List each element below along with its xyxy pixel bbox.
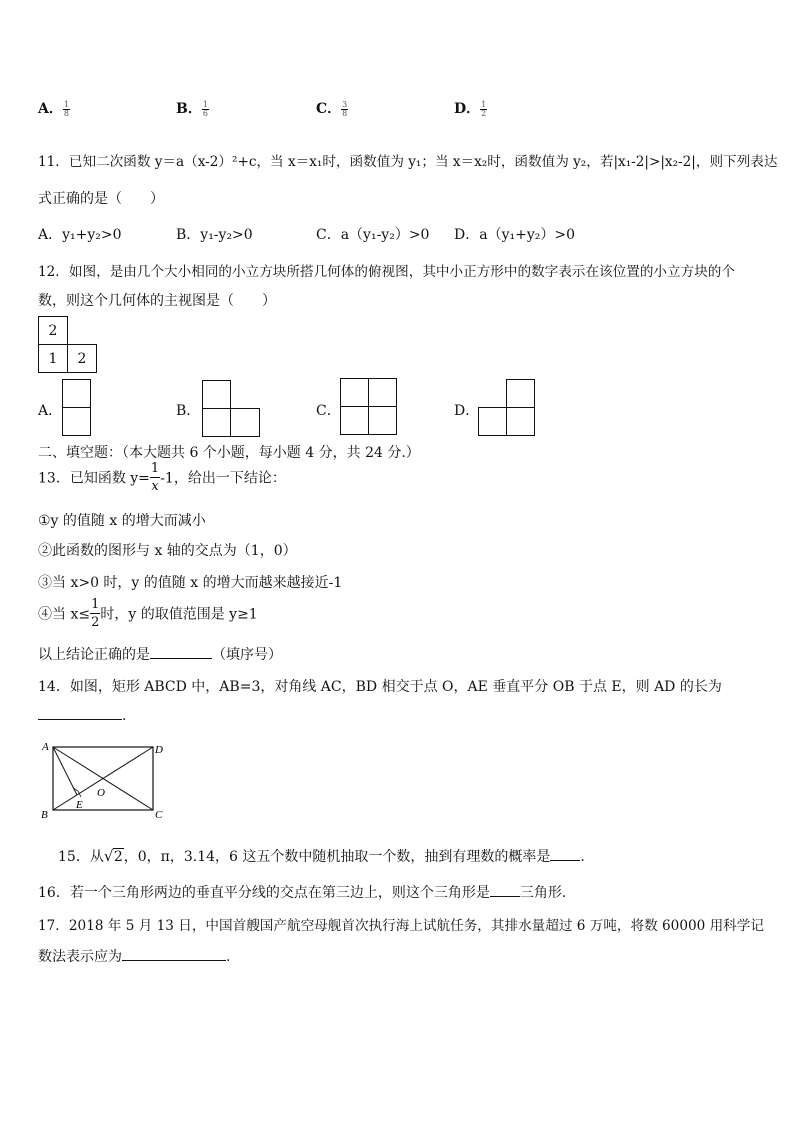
numerator: 1 (63, 99, 69, 109)
denominator: 8 (63, 108, 69, 118)
q15-stem (58, 846, 585, 866)
q12-option-d-label: D． (454, 403, 480, 419)
label-a: A (42, 741, 49, 753)
q12-stem-line1: 12．如图，是由几个大小相同的小立方块所搭几何体的俯视图，其中小正方形中的数字表示在该位置的小立方块的个 (38, 264, 735, 280)
numerator: 3 (342, 99, 348, 109)
denominator: 8 (342, 108, 348, 118)
q16-suffix: 三角形. (519, 885, 567, 901)
answer-blank[interactable] (150, 658, 212, 659)
cube-face (368, 378, 397, 407)
grid-cell-bottom-right: 2 (67, 344, 97, 373)
q10-option-c (316, 98, 348, 118)
q16-stem (38, 882, 566, 902)
sqrt-expression (104, 849, 124, 865)
option-label: A． (38, 101, 63, 117)
option-label: C． (316, 101, 342, 117)
q11-option-b: B．y₁-y₂>0 (176, 227, 253, 243)
numerator: 1 (202, 99, 208, 109)
q13-stem-suffix: -1，给出一下结论： (160, 470, 286, 487)
numerator: 1 (481, 99, 487, 109)
cube-face (340, 378, 369, 407)
q13-conclusion-2: ②此函数的图形与 x 轴的交点为（1，0） (38, 543, 297, 559)
q11-option-d: D．a（y₁+y₂）>0 (454, 227, 575, 243)
q13-conclusion-4 (38, 598, 258, 629)
answer-blank[interactable] (490, 896, 520, 897)
q13-answer-line (38, 644, 282, 664)
denominator: 2 (481, 108, 487, 118)
cube-face (62, 379, 91, 408)
q13-answer-prefix: 以上结论正确的是 (38, 647, 150, 663)
grid-cell-top: 2 (38, 316, 68, 345)
numerator: 1 (150, 461, 160, 476)
q14-rectangle-figure (38, 738, 168, 824)
q10-option-d (454, 98, 487, 118)
section-heading: 二、填空题：（本大题共 6 个小题，每小题 4 分，共 24 分.） (38, 445, 420, 461)
answer-blank[interactable] (38, 719, 122, 720)
fraction (341, 101, 348, 118)
denominator: x (151, 479, 159, 494)
cube-face (230, 408, 260, 437)
q13-conclusion-3: ③当 x>0 时，y 的值随 x 的增大而越来越接近-1 (38, 575, 343, 591)
fraction (90, 598, 100, 629)
fraction (202, 101, 209, 118)
option-label: B． (176, 101, 202, 117)
cube-face (202, 408, 231, 437)
fraction (63, 101, 70, 118)
q11-stem-line2: 式正确的是（ ） (38, 191, 164, 207)
cube-face (340, 406, 369, 435)
label-e: E (76, 799, 83, 811)
q12-option-a-label: A． (38, 403, 63, 419)
cube-face (62, 407, 91, 436)
q11-stem-line1: 11．已知二次函数 y＝a（x-2）²+c，当 x＝x₁时，函数值为 y₁；当 x＝x₂时，函数值为 y₂，若|x₁-2|>|x₂-2|，则下列表达 (38, 154, 778, 170)
denominator: 6 (202, 108, 208, 118)
label-c: C (155, 809, 163, 821)
q13-answer-suffix: （填序号） (212, 647, 282, 663)
q11-option-a: A．y₁+y₂>0 (38, 227, 122, 243)
q15-prefix: 15．从 (58, 849, 104, 865)
q17-suffix: . (226, 949, 231, 965)
q11-option-c: C．a（y₁-y₂）>0 (316, 227, 430, 243)
q12-stem-line2: 数，则这个几何体的主视图是（ ） (38, 293, 276, 309)
cube-face (506, 379, 535, 408)
q16-prefix: 16．若一个三角形两边的垂直平分线的交点在第三边上，则这个三角形是 (38, 885, 490, 901)
cube-face (368, 406, 397, 435)
label-o: O (97, 787, 105, 799)
option-label: D． (454, 101, 481, 117)
q15-middle: ，0，π，3.14，6 这五个数中随机抽取一个数，抽到有理数的概率是 (123, 849, 551, 865)
q13-conclusion-1: ①y 的值随 x 的增大而减小 (38, 513, 206, 529)
numerator: 1 (91, 597, 100, 612)
radicand: 2 (113, 849, 123, 865)
answer-blank[interactable] (550, 860, 580, 861)
label-b: B (41, 809, 48, 821)
q13-c4-prefix: ④当 x≤ (38, 606, 91, 623)
cube-face (202, 380, 231, 409)
q13-stem-prefix: 13．已知函数 y= (38, 470, 150, 487)
q15-end: . (580, 849, 585, 865)
fraction (480, 101, 487, 118)
grid-cell-bottom-left: 1 (38, 344, 68, 373)
radical-sign-icon: √ (103, 847, 114, 865)
q13-stem (38, 462, 286, 493)
cube-face (506, 407, 535, 436)
answer-blank[interactable] (122, 960, 226, 961)
denominator: 2 (91, 615, 100, 630)
q12-option-c-label: C． (316, 403, 341, 419)
q10-option-b (176, 98, 209, 118)
q17-stem-line2 (38, 946, 230, 966)
q17-stem-line1: 17．2018 年 5 月 13 日，中国首艘国产航空母舰首次执行海上试航任务，其排水量超过 6 万吨，将数 60000 用科学记 (38, 918, 764, 934)
q14-end: . (122, 708, 127, 724)
q10-option-a (38, 98, 70, 118)
fraction (150, 462, 160, 493)
q12-option-b-label: B． (176, 403, 201, 419)
q13-c4-suffix: 时，y 的取值范围是 y≥1 (100, 606, 258, 623)
cube-face (478, 407, 507, 436)
q17-prefix: 数法表示应为 (38, 949, 122, 965)
label-d: D (155, 744, 163, 756)
q14-answer-line (38, 708, 126, 724)
q14-stem: 14．如图，矩形 ABCD 中，AB=3，对角线 AC，BD 相交于点 O，AE 垂直平分 OB 于点 E，则 AD 的长为 (38, 679, 722, 695)
